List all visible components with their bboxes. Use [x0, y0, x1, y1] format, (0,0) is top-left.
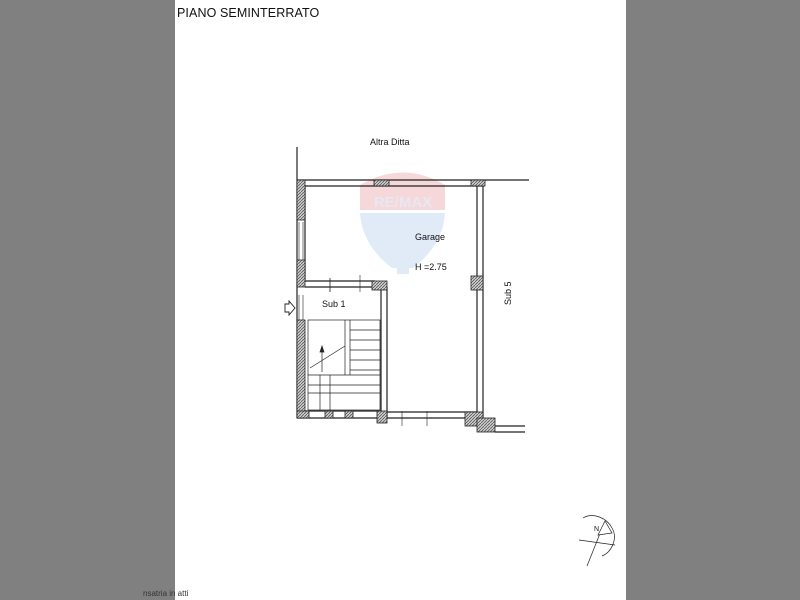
north-arrow-icon: [579, 516, 615, 566]
label-sub-5: Sub 5: [503, 281, 513, 305]
label-altra-ditta: Altra Ditta: [370, 137, 410, 147]
staircase: [308, 320, 380, 410]
footer-note: nsatria in atti: [143, 589, 189, 598]
page-title: PIANO SEMINTERRATO: [177, 6, 320, 20]
watermark-text: RE/MAX: [373, 194, 433, 211]
label-garage: Garage: [415, 232, 446, 242]
label-sub-1: Sub 1: [322, 299, 346, 309]
floor-plan: [175, 0, 626, 600]
remax-watermark: [360, 173, 445, 275]
label-height: H =2.75: [415, 262, 447, 272]
drawing-sheet: [143, 0, 626, 600]
compass-n-label: N: [594, 526, 600, 533]
entrance-arrow-icon: [285, 301, 295, 315]
